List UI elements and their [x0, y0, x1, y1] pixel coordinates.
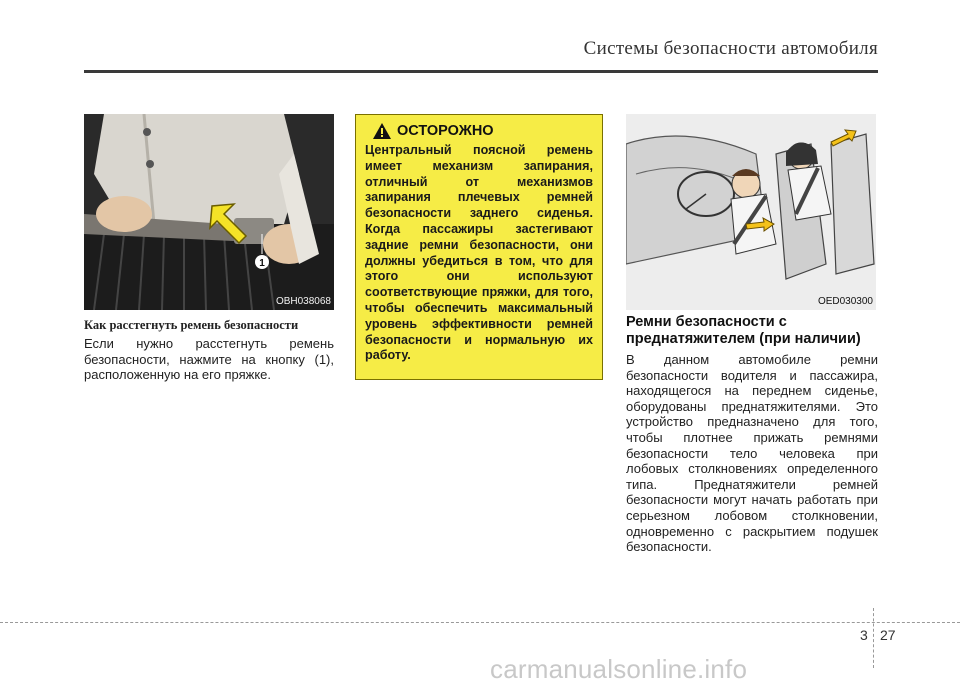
left-paragraph: Если нужно расстегнуть ремень безопасности, нажмите на кнопку (1), расположенную на его пряжке. — [84, 336, 334, 383]
seatbelt-release-illustration — [84, 114, 334, 310]
warning-title: ОСТОРОЖНО — [397, 123, 494, 139]
warning-text: Центральный поясной ремень имеет механизм запирания, отличный от механизмов запирания плечевых ремней безопасности заднего сиденья. Когда пассажиры застегивают задние ремни безопасности, они должны убедиться в том, что для этого они используют соответствующие пряжки, для того, чтобы обеспечить максимальный уровень эффективности ремней безопасности и нормальную их работу. — [365, 143, 593, 363]
page-number: 27 — [880, 627, 896, 643]
chapter-number: 3 — [860, 627, 868, 643]
footer-divider — [873, 608, 874, 668]
pretensioner-paragraph: В данном автомобиле ремни безопасности водителя и пассажира, находящегося на переднем сиденье, оборудованы преднатяжителями. Это устройство предназначено для того, чтобы плотнее прижать ремнями безопасности тело человека при лобовых столкновениях определенного типа. Преднатяжители ремней безопасности могут начать работать при серьезном лобовом столкновении, одновременно с раскрытием подушек безопасности. — [626, 352, 878, 555]
left-figure-caption: Как расстегнуть ремень безопасности — [84, 318, 299, 332]
callout-number: 1 — [259, 258, 265, 269]
pretensioner-heading: Ремни безопасности с преднатяжителем (при наличии) — [626, 314, 861, 347]
car-interior-illustration — [626, 114, 876, 310]
header-rule — [84, 70, 878, 73]
warning-header — [373, 123, 593, 139]
warning-triangle-icon — [373, 123, 391, 139]
page-header-title: Системы безопасности автомобиля — [583, 38, 878, 59]
warning-box — [355, 114, 603, 380]
figure-code-right: OED030300 — [817, 296, 873, 307]
figure-code-left: OBH038068 — [275, 296, 331, 307]
seatbelt-release-photo — [84, 114, 334, 310]
pretensioner-illustration — [626, 114, 876, 310]
footer-rule — [0, 622, 960, 623]
watermark-text: carmanualsonline.info — [490, 654, 748, 684]
